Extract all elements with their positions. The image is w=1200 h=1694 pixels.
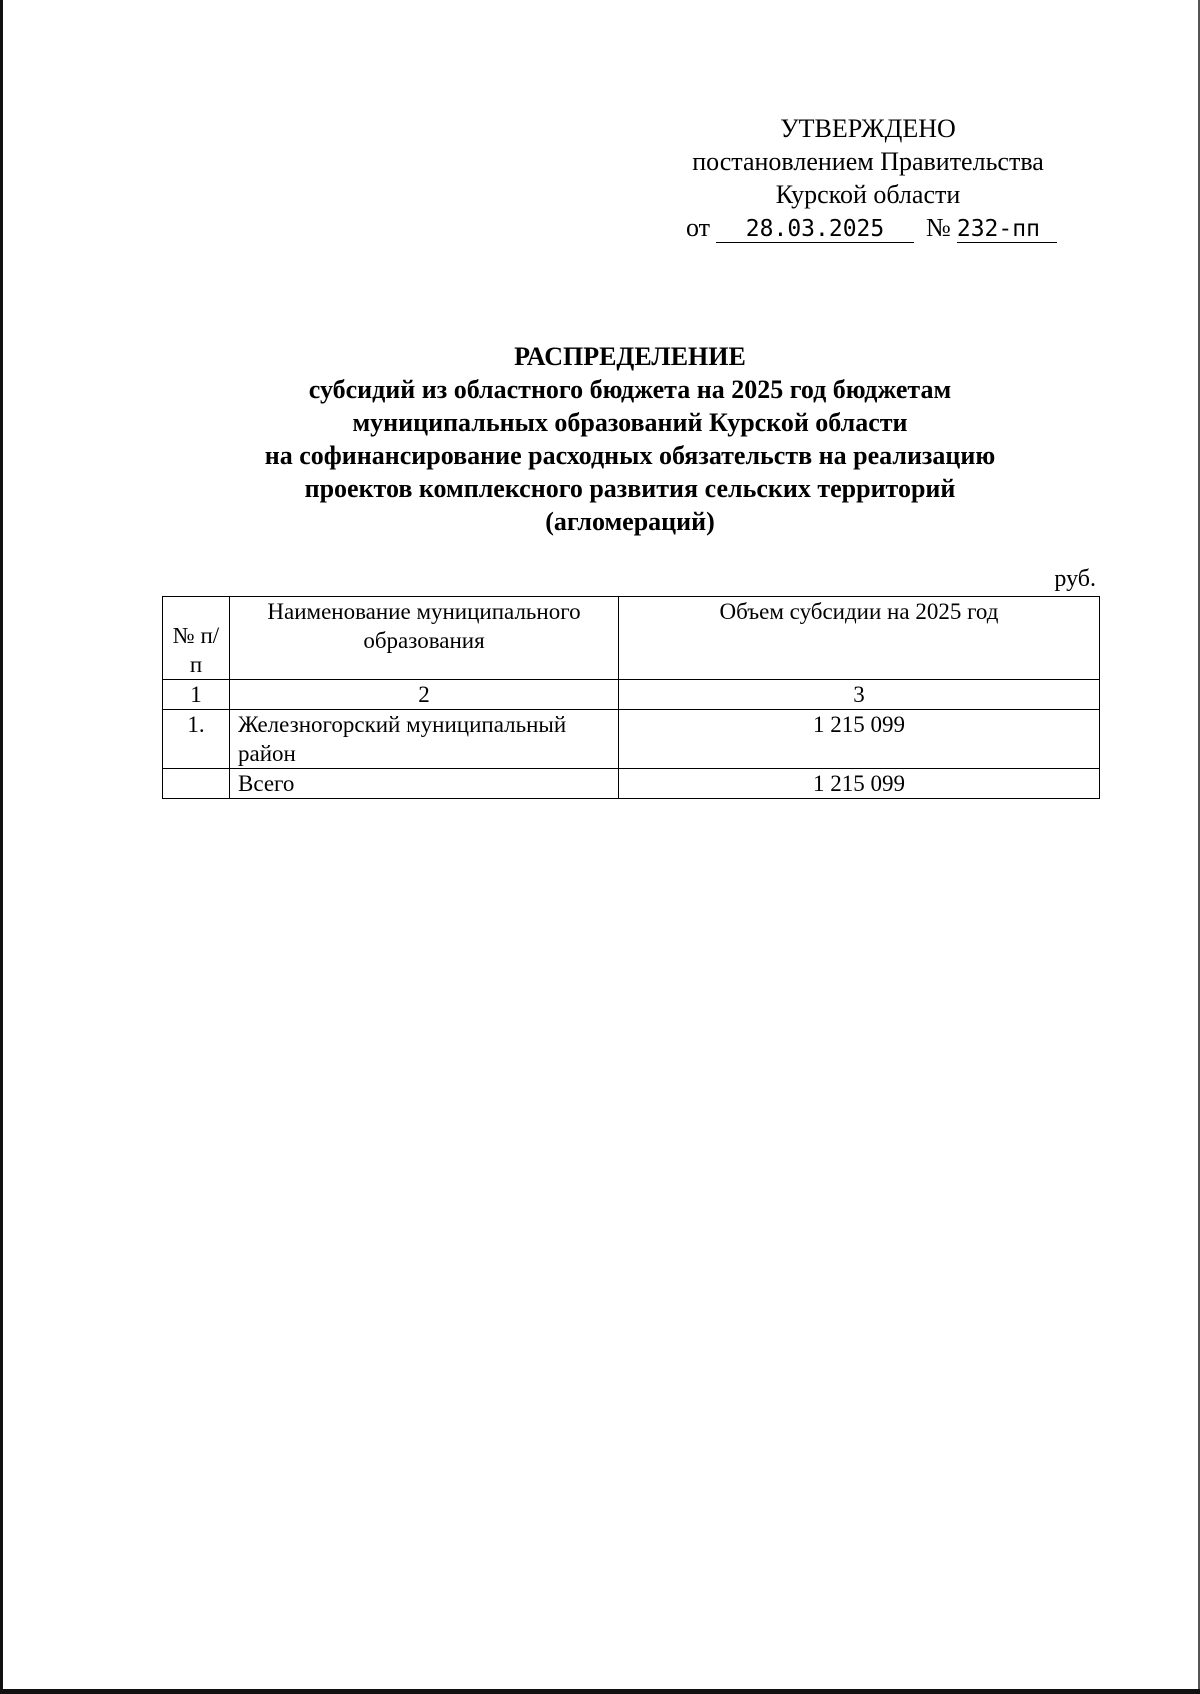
approval-authority: постановлением Правительства bbox=[692, 147, 1044, 176]
title-line-4: проектов комплексного развития сельских территорий bbox=[304, 474, 956, 503]
header-number: № п/п bbox=[163, 597, 230, 680]
approval-date: 28.03.2025 bbox=[716, 216, 914, 243]
table-header-row bbox=[163, 597, 1100, 680]
column-number-3: 3 bbox=[619, 680, 1100, 710]
scan-edge-left bbox=[0, 0, 3, 1694]
subsidy-table bbox=[162, 596, 1100, 799]
total-row bbox=[163, 769, 1100, 799]
header-amount: Объем субсидии на 2025 год bbox=[619, 597, 1100, 680]
number-prefix: № bbox=[926, 213, 951, 242]
row-number: 1. bbox=[163, 710, 230, 769]
column-number-2: 2 bbox=[230, 680, 619, 710]
row-amount: 1 215 099 bbox=[619, 710, 1100, 769]
approval-stamp-block bbox=[668, 112, 1068, 244]
header-municipality: Наименование муниципального образования bbox=[230, 597, 619, 680]
total-amount: 1 215 099 bbox=[619, 769, 1100, 799]
column-number-1: 1 bbox=[163, 680, 230, 710]
table-row bbox=[163, 710, 1100, 769]
row-municipality: Железногорский муниципальный район bbox=[230, 710, 619, 769]
title-line-3: на софинансирование расходных обязательств на реализацию bbox=[264, 441, 996, 470]
currency-unit: руб. bbox=[1054, 566, 1096, 592]
title-line-2: муниципальных образований Курской области bbox=[352, 408, 908, 437]
title-heading: РАСПРЕДЕЛЕНИЕ bbox=[514, 342, 746, 371]
total-number bbox=[163, 769, 230, 799]
approval-number: 232-пп bbox=[957, 216, 1057, 243]
title-line-1: субсидий из областного бюджета на 2025 год бюджетам bbox=[308, 375, 952, 404]
approval-date-row bbox=[668, 211, 1068, 244]
approval-heading: УТВЕРЖДЕНО bbox=[780, 114, 956, 143]
column-number-row bbox=[163, 680, 1100, 710]
document-title bbox=[160, 340, 1100, 538]
scan-edge-bottom bbox=[0, 1689, 1200, 1694]
title-line-5: (агломераций) bbox=[545, 507, 715, 536]
total-label: Всего bbox=[230, 769, 619, 799]
date-prefix: от bbox=[686, 213, 711, 242]
approval-region: Курской области bbox=[775, 180, 961, 209]
